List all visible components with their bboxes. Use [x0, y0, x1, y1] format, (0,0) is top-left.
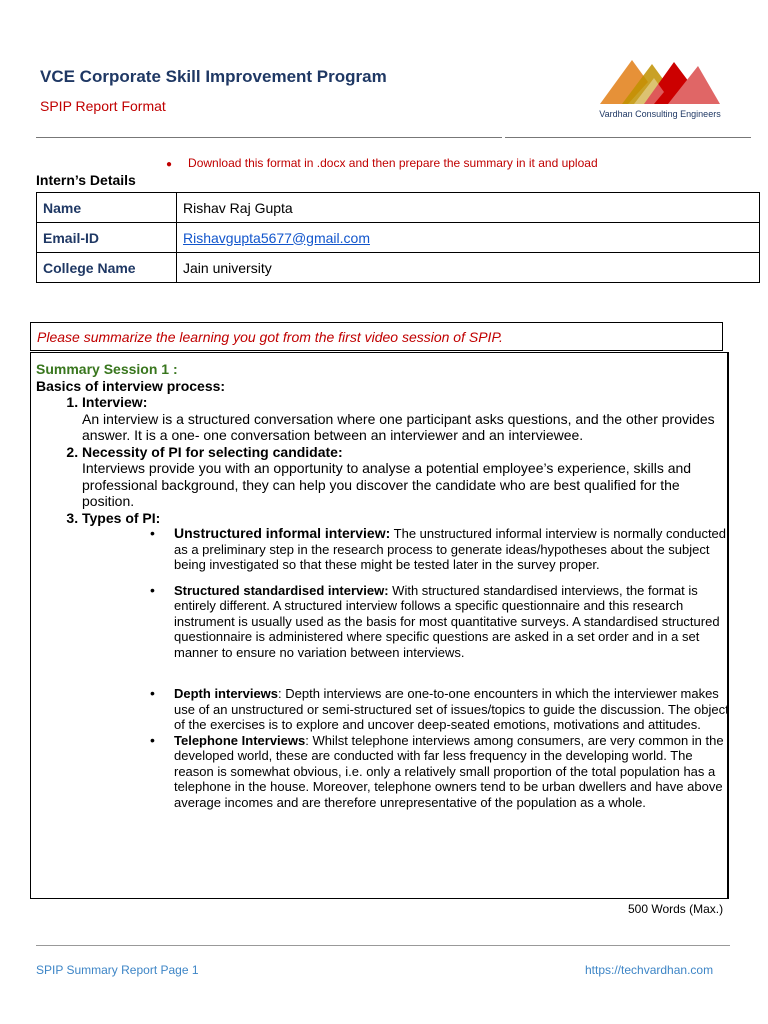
footer-link[interactable]: https://techvardhan.com — [585, 963, 714, 977]
type-text: With structured standardised interviews, the format is entirely different. A structured interview follows a specific questionnaire and this research instrument is usually used as the basis for most quantitative surveys. A standardised structured questionnaire is administered where specific questions are asked in a set order and in a set manner to ensure no variation between interviews. — [174, 582, 720, 660]
footer-divider — [36, 945, 730, 946]
interns-details-heading: Intern’s Details — [36, 172, 136, 188]
table-row — [37, 223, 760, 253]
document-subtitle: SPIP Report Format — [40, 98, 166, 114]
item-title: Interview: — [82, 394, 148, 410]
item-title: Necessity of PI for selecting candidate: — [82, 443, 343, 460]
item-title: Types of PI: — [82, 509, 161, 526]
college-label: College Name — [37, 253, 177, 283]
list-item — [174, 526, 734, 573]
footer-page-label: SPIP Summary Report Page 1 — [36, 963, 199, 977]
summary-heading: Basics of interview process: — [36, 377, 226, 394]
email-label: Email-ID — [37, 223, 177, 253]
college-value: Jain university — [177, 253, 760, 283]
item-body: An interview is a structured conversation where one participant asks questions, and the other provides answer. It is a one- one conversation between an interviewer and an interviewee. — [82, 410, 715, 443]
list-item — [174, 583, 734, 661]
table-row — [37, 253, 760, 283]
type-text: The unstructured informal interview is normally conducted as a preliminary step in the research process to generate ideas/hypotheses about the subject being investigated so that these might be tested later in the survey proper. — [174, 526, 727, 572]
type-text: : Depth interviews are one-to-one encounters in which the interviewer makes use of an unstructured or semi-structured set of issues/topics to guide the discussion. The object of the exercises is to explore and uncover deep-seated emotions, motivations and attitudes. — [174, 686, 729, 732]
interns-details-table — [36, 192, 760, 283]
summary-content — [36, 361, 729, 810]
name-value: Rishav Raj Gupta — [177, 193, 760, 223]
company-logo-text: Vardhan Consulting Engineers — [599, 109, 721, 119]
name-label: Name — [37, 193, 177, 223]
summary-list — [36, 394, 729, 810]
list-item — [82, 444, 726, 510]
bullet-icon: ● — [166, 159, 173, 170]
list-item — [82, 394, 726, 444]
download-notice-text: Download this format in .docx and then prepare the summary in it and upload — [188, 156, 598, 170]
document-title: VCE Corporate Skill Improvement Program — [40, 67, 387, 86]
table-row — [37, 193, 760, 223]
header-divider-right — [505, 137, 751, 138]
item-body: Interviews provide you with an opportunity to analyse a potential employee’s experience, skills and professional background, they can help you discover the candidate who are best qualified for the position. — [82, 460, 692, 509]
email-link[interactable]: Rishavgupta5677@gmail.com — [183, 229, 370, 246]
list-item — [82, 509, 729, 811]
type-term: Structured standardised interview: — [174, 582, 389, 598]
download-notice — [166, 156, 598, 170]
types-list — [82, 526, 734, 810]
session-title: Summary Session 1 : — [36, 361, 178, 377]
type-term: Depth interviews — [174, 686, 279, 701]
summary-prompt: Please summarize the learning you got from the first video session of SPIP. — [30, 322, 723, 351]
type-text: : Whilst telephone interviews among consumers, are very common in the developed world, these are conducted with far less frequency in the developing world. The reason is somewhat obvious, i.e. only a relatively small proportion of the total population has a telephone in the house. Moreover, telephone owners tend to be urban dwellers and have above average incomes and are therefore unrepresentative of the population as a whole. — [174, 732, 724, 810]
type-term: Unstructured informal interview: — [174, 525, 391, 541]
list-item — [174, 686, 734, 733]
type-term: Telephone Interviews — [174, 732, 306, 748]
email-cell — [177, 223, 760, 253]
word-limit: 500 Words (Max.) — [628, 902, 724, 916]
list-item — [174, 733, 734, 811]
header-divider-left — [36, 137, 502, 138]
